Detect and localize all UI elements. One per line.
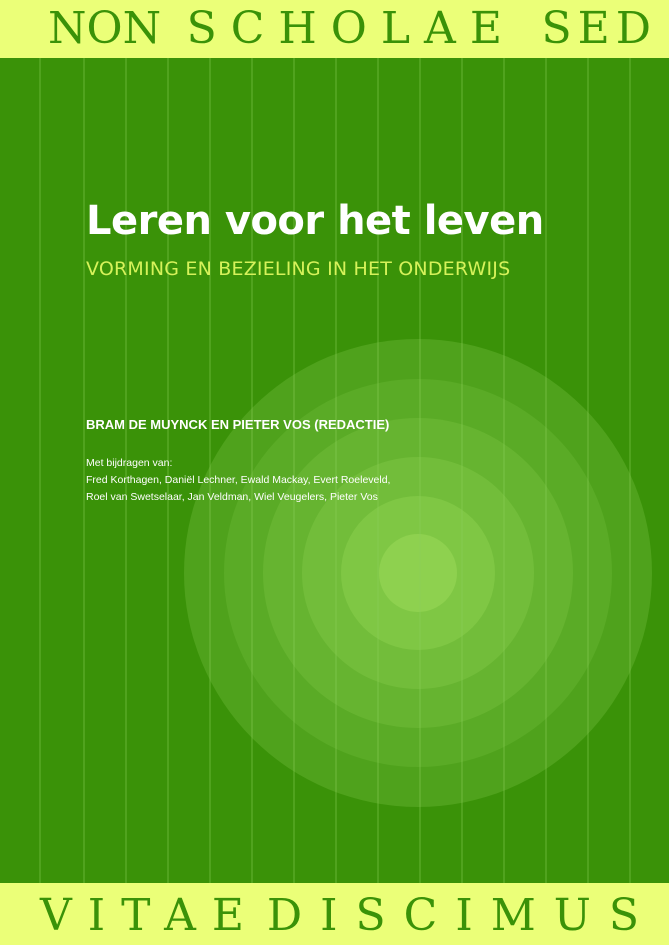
motto-word: SED bbox=[541, 3, 657, 54]
book-subtitle: VORMING EN BEZIELING IN HET ONDERWIJS bbox=[86, 258, 511, 280]
motto-word: NON bbox=[48, 3, 162, 54]
bottom-motto-band bbox=[0, 883, 669, 945]
contributors-intro: Met bijdragen van: bbox=[86, 457, 173, 469]
contributors-line: Roel van Swetselaar, Jan Veldman, Wiel Veugelers, Pieter Vos bbox=[86, 491, 378, 503]
contributors-block bbox=[86, 455, 390, 506]
motto-word: DISCIMUS bbox=[266, 890, 657, 941]
motto-word: VITAE bbox=[40, 890, 260, 941]
top-motto-band bbox=[0, 0, 669, 58]
motto-word: SCHOLAE bbox=[186, 3, 516, 54]
contributors-line: Fred Korthagen, Daniël Lechner, Ewald Mackay, Evert Roeleveld, bbox=[86, 474, 391, 486]
ring-6 bbox=[379, 534, 457, 612]
book-editors: BRAM DE MUYNCK EN PIETER VOS (REDACTIE) bbox=[86, 417, 390, 432]
book-title: Leren voor het leven bbox=[86, 198, 544, 244]
